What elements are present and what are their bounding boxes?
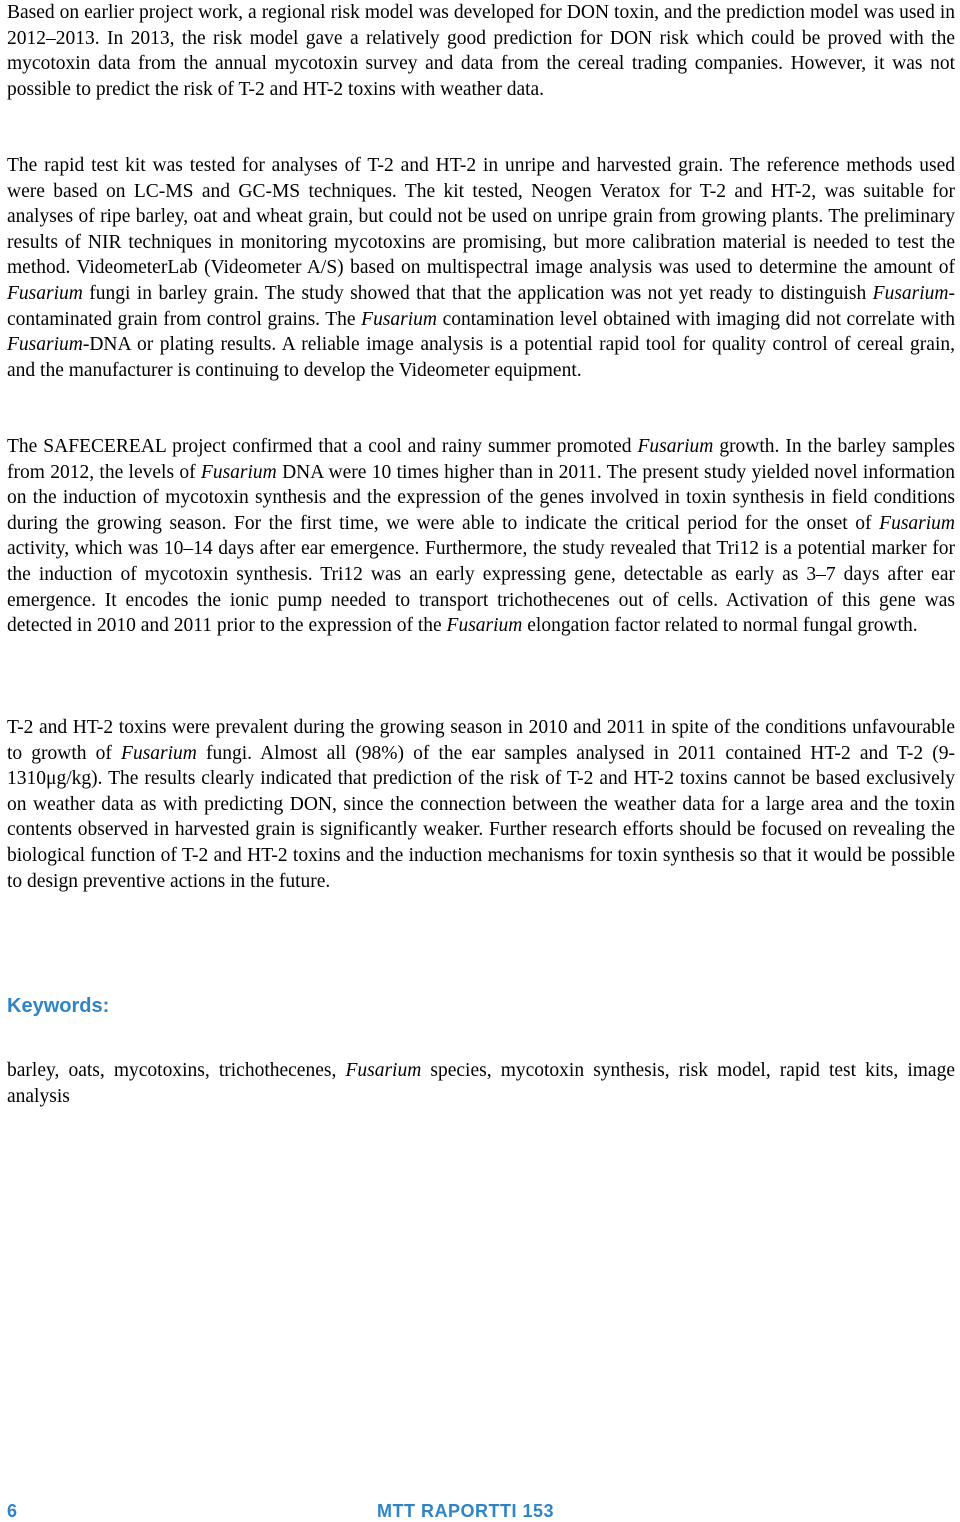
text-run: T-2 and HT-2 toxins were prevalent during the growing season in 2010 and 2011 in spite of the conditions unfavourable to growth of [7,717,955,764]
italic-term: Fusarium [361,308,437,330]
text-run: growth. In the barley samples from 2012, the levels of [7,436,955,483]
keywords-list [7,1058,955,1109]
text-run: The SAFECEREAL project confirmed that a cool and rainy summer promoted [7,436,638,457]
text-run: The rapid test kit was tested for analyses of T-2 and HT-2 in unripe and harvested grain. The reference methods used were based on LC-MS and GC-MS techniques. The kit tested, Neogen Veratox for T-2 and HT-2, was suitable for analyses of ripe barley, oat and wheat grain, but could not be used on unripe grain from growing plants. The preliminary results of NIR techniques in monitoring mycotoxins are promising, but more calibration material is needed to test the method. VideometerLab (Videometer A/S) based on multispectral image analysis was used to determine the amount of [7,155,955,279]
paragraph-safecereal [7,434,955,639]
text-run: DNA were 10 times higher than in 2011. The present study yielded novel information on the induction of mycotoxin synthesis and the expression of the genes involved in toxin synthesis in field conditions during the growing season. For the first time, we were able to indicate the critical period for the onset of [7,461,955,534]
page-number: 6 [7,1501,18,1521]
text-run: elongation factor related to normal fungal growth. [522,615,918,637]
text-run: -contaminated grain from control grains. The [7,282,955,330]
italic-term: Fusarium [345,1060,422,1081]
italic-term: Fusarium [121,742,197,764]
paragraph-risk-model [7,0,955,102]
text-run: Based on earlier project work, a regional risk model was developed for DON toxin, and the prediction model was used in 2012–2013. In 2013, the risk model gave a relatively good prediction for DON risk which could be proved with the mycotoxin data from the annual mycotoxin survey and data from the cereal trading companies. However, it was not possible to predict the risk of T-2 and HT-2 toxins with weather data. [7,2,955,100]
keywords-heading: Keywords: [7,995,110,1017]
paragraph-rapid-test-kit [7,153,955,383]
text-run: activity, which was 10–14 days after ear emergence. Furthermore, the study revealed that Tri12 is a potential marker for the induction of mycotoxin synthesis. Tri12 was an early expressing gene, detectable as early as 3–7 days after ear emergence. It encodes the ionic pump needed to transport trichothecenes out of cells. Activation of this gene was detected in 2010 and 2011 prior to the expression of the [7,538,955,637]
paragraph-t2-ht2-toxins [7,715,955,894]
page-footer [7,1500,955,1522]
italic-term: Fusarium [200,461,277,483]
italic-term: Fusarium [879,512,955,534]
text-run: contamination level obtained with imaging did not correlate with [437,308,955,330]
text-run: fungi. Almost all (98%) of the ear samples analysed in 2011 contained HT-2 and T-2 (9-1310μg/kg). The results clearly indicated that prediction of the risk of T-2 and HT-2 toxins cannot be based exclusively on weather data as with predicting DON, since the connection between the weather data for a large area and the toxin contents observed in harvested grain is significantly weaker. Further research efforts should be focused on revealing the biological function of T-2 and HT-2 toxins and the induction mechanisms for toxin synthesis so that it would be possible to design preventive actions in the future. [7,742,955,892]
publication-title: MTT RAPORTTI 153 [377,1501,555,1521]
italic-term: Fusarium [872,282,949,304]
italic-term: Fusarium [7,334,83,356]
text-run: -DNA or plating results. A reliable image analysis is a potential rapid tool for quality control of cereal grain, and the manufacturer is continuing to develop the Videometer equipment. [7,334,955,381]
text-run: barley, oats, mycotoxins, trichothecenes, [7,1060,346,1081]
italic-term: Fusarium [637,436,714,457]
text-run: species, mycotoxin synthesis, risk model, rapid test kits, image analysis [7,1060,955,1107]
italic-term: Fusarium [7,282,83,304]
italic-term: Fusarium [446,615,523,637]
text-run: fungi in barley grain. The study showed that that the application was not yet ready to distinguish [82,282,873,304]
